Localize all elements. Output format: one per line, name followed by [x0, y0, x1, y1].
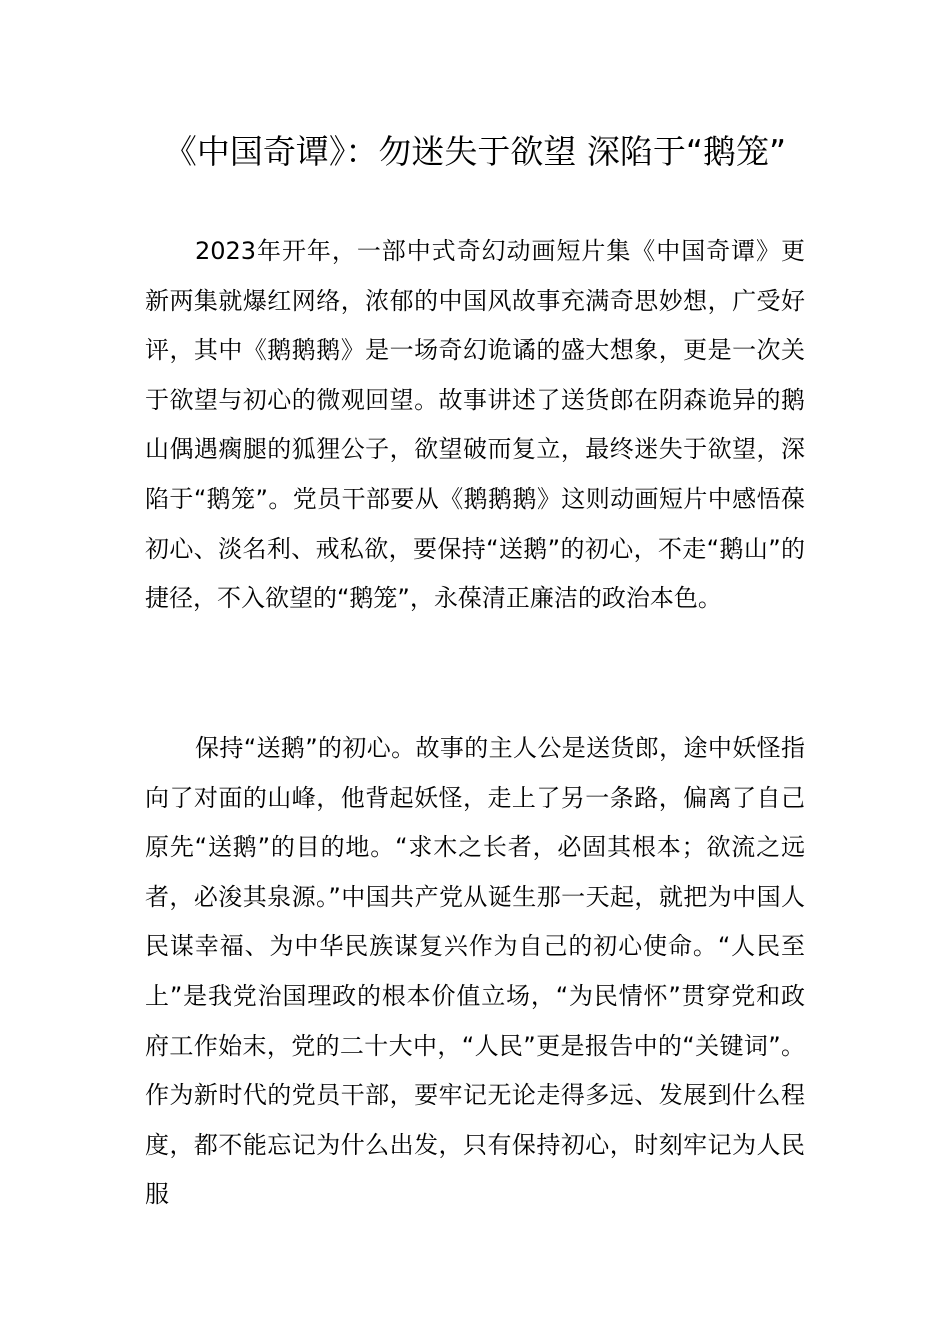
document-title: 《中国奇谭》：勿迷失于欲望 深陷于“鹅笼”	[163, 132, 787, 171]
paragraph-intro: 2023年开年，一部中式奇幻动画短片集《中国奇谭》更新两集就爆红网络，浓郁的中国风故事充满奇思妙想，广受好评，其中《鹅鹅鹅》是一场奇幻诡谲的盛大想象，更是一次关于欲望与初心的微观回望。故事讲述了送货郎在阴森诡异的鹅山偶遇瘸腿的狐狸公子，欲望破而复立，最终迷失于欲望，深陷于“鹅笼”。党员干部要从《鹅鹅鹅》这则动画短片中感悟葆初心、淡名利、戒私欲，要保持“送鹅”的初心，不走“鹅山”的捷径，不入欲望的“鹅笼”，永葆清正廉洁的政治本色。	[145, 237, 805, 613]
paragraph-keep-original-aspiration: 保持“送鹅”的初心。故事的主人公是送货郎，途中妖怪指向了对面的山峰，他背起妖怪，走上了另一条路，偏离了自己原先“送鹅”的目的地。“求木之长者，必固其根本；欲流之远者，必浚其泉源。”中国共产党从诞生那一天起，就把为中国人民谋幸福、为中华民族谋复兴作为自己的初心使命。“人民至上”是我党治国理政的根本价值立场，“为民情怀”贯穿党和政府工作始末，党的二十大中，“人民”更是报告中的“关键词”。作为新时代的党员干部，要牢记无论走得多远、发展到什么程度，都不能忘记为什么出发，只有保持初心，时刻牢记为人民服	[145, 734, 805, 1209]
